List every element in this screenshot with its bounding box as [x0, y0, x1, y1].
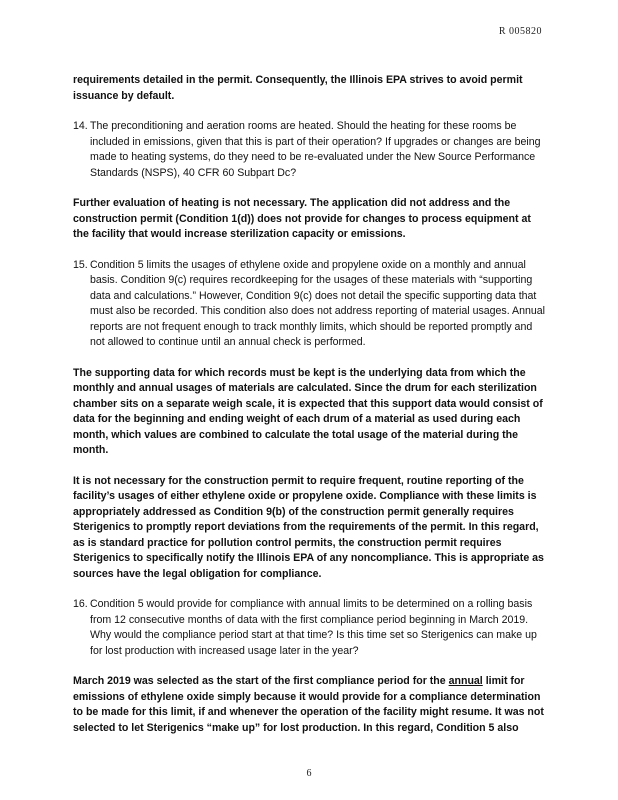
page-number: 6: [306, 768, 312, 779]
document-body: [73, 73, 549, 751]
bates-number: R 005820: [498, 26, 542, 37]
question-number: 15.: [73, 258, 88, 271]
response-text-end: limit for emissions of ethylene oxide simply because it would provide for a compliance determination to be made for this limit, if and whenever the operation of the facility might resume. It was not selected to let Sterigenics “make up” for lost production. In this regard, Condition 5 also: [73, 675, 544, 734]
continued-response-paragraph: requirements detailed in the permit. Consequently, the Illinois EPA strives to avoid permit issuance by default.: [73, 74, 523, 102]
question-number: 16.: [73, 598, 88, 610]
question-text: Condition 5 limits the usages of ethylene oxide and propylene oxide on a monthly and annual basis. Condition 9(c) requires recordkeeping for the usages of these materials with “supporting data and calculations.” However, Condition 9(c) does not detail the specific supporting data that must also be recorded. This condition also does not address reporting of material usages. Annual reports are not frequent enough to track monthly limits, which should be reported promptly and not allowed to continue until an annual check is performed.: [90, 258, 546, 348]
question-text: The preconditioning and aeration rooms are heated. Should the heating for these rooms be included in emissions, given that this is part of their operation? If upgrades or changes are being made to heating systems, do they need to be re-evaluated under the New Source Performance Standards (NSPS), 40 CFR 60 Subpart Dc?: [90, 120, 541, 179]
response-14: Further evaluation of heating is not necessary. The application did not address and the construction permit (Condition 1(d)) does not provide for changes to process equipment at the facility that would increase sterilization capacity or emissions.: [73, 197, 531, 240]
question-text: Condition 5 would provide for compliance with annual limits to be determined on a rolling basis from 12 consecutive months of data with the first compliance period beginning in March 2019. Why would the compliance period start at that time? Is this time set so Sterigenics can make up for lost production with increased usage later in the year?: [90, 598, 537, 657]
underlined-word-annual: annual: [448, 675, 483, 687]
response-15-part-1: The supporting data for which records must be kept is the underlying data from which the monthly and annual usages of materials are calculated. Since the drum for each sterilization chamber sits on a separate weigh scale, it is expected that this support data would consist of data for the beginning and ending weight of each drum of a material as used during each month, which values are combined to calculate the total usage of the material during the month.: [73, 366, 543, 456]
response-16: [73, 674, 549, 736]
question-16: [73, 597, 549, 659]
response-text-start: March 2019 was selected as the start of the first compliance period for the: [73, 675, 449, 687]
response-15-part-2: It is not necessary for the construction permit to require frequent, routine reporting of the facility’s usages of either ethylene oxide or propylene oxide. Compliance with these limits is appropriately addressed as Condition 9(b) of the construction permit generally requires Sterigenics to promptly report deviations from the requirements of the permit. In this regard, as is standard practice for pollution control permits, the construction permit requires Sterigenics to specifically notify the Illinois EPA of any noncompliance. This is appropriate as sources have the legal obligation for compliance.: [73, 474, 544, 580]
question-14: [73, 119, 549, 181]
question-15: [73, 258, 549, 351]
question-number: 14.: [73, 120, 88, 132]
